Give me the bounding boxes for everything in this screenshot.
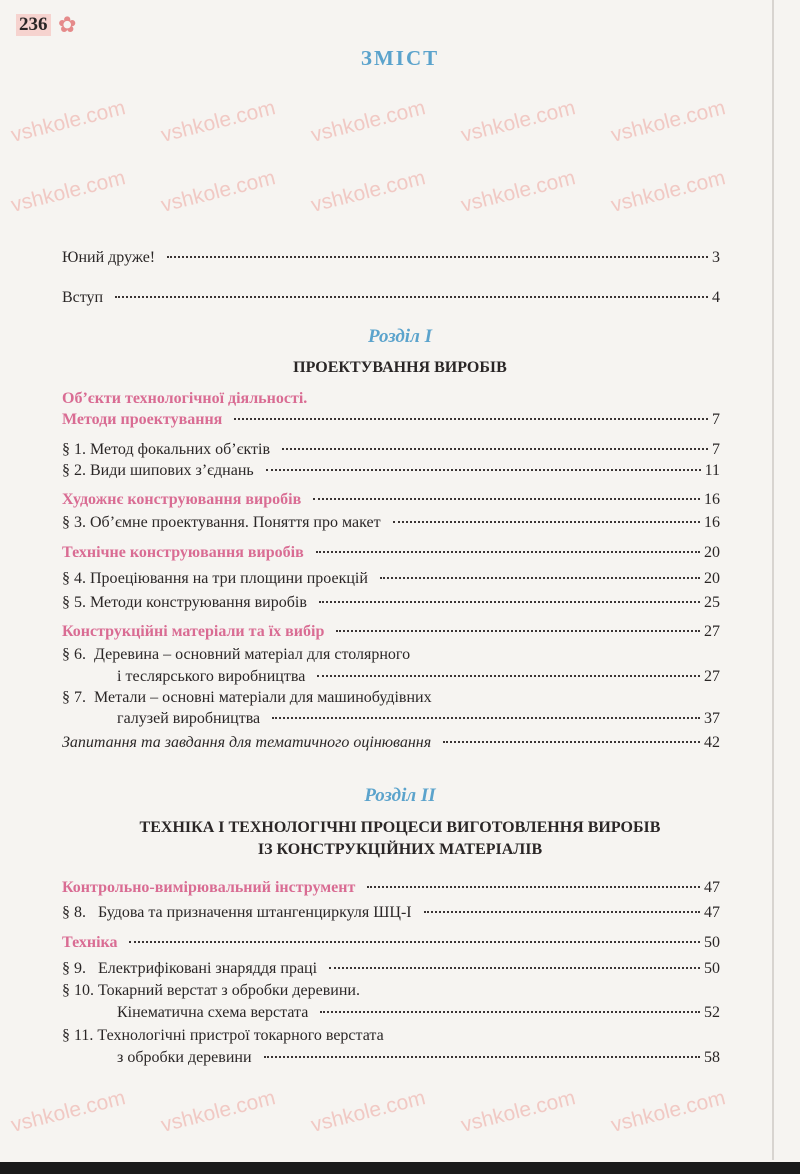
dot-leader [329,967,700,969]
toc-entry[interactable] [62,903,720,923]
dot-leader [317,675,700,677]
watermark-text: vshkole.com [8,1086,128,1137]
entry-page: 47 [704,904,720,921]
toc-entry-line1 [62,688,432,708]
entry-label: Метод фокальних об’єктів [90,441,271,458]
entry-page: 37 [704,710,720,727]
entry-label: Проеціювання на три площини проекцій [90,570,368,587]
entry-page: 16 [704,491,720,508]
dot-leader [320,1011,700,1013]
toc-topic[interactable] [62,410,720,430]
entry-label: Технологічні пристрої токарного верстата [97,1027,384,1044]
dot-leader [424,911,700,913]
toc-topic[interactable] [62,490,720,510]
entry-label: Художнє конструювання виробів [62,491,302,508]
entry-number: § 3. [62,514,90,531]
toc-entry[interactable] [62,959,720,979]
watermark-text: vshkole.com [308,96,428,147]
entry-number: § 9. [62,960,98,977]
page-title: ЗМІСТ [360,46,440,70]
toc-entry[interactable] [117,1003,720,1023]
watermark-text: vshkole.com [608,1086,728,1137]
entry-page: 42 [704,734,720,751]
entry-label: Токарний верстат з обробки деревини. [98,982,360,999]
entry-page: 16 [704,514,720,531]
toc-entry[interactable] [62,440,720,460]
entry-number: § 11. [62,1027,98,1044]
watermark-text: vshkole.com [458,1086,578,1137]
watermark-text: vshkole.com [608,166,728,217]
section-label: Розділ I [368,326,432,347]
entry-page: 25 [704,594,720,611]
toc-entry[interactable] [62,288,720,308]
watermark-text: vshkole.com [458,166,578,217]
dot-leader [266,469,701,471]
watermark-text: vshkole.com [8,166,128,217]
entry-page: 27 [704,668,720,685]
watermark-text: vshkole.com [158,96,278,147]
dot-leader [272,717,700,719]
entry-page: 50 [704,934,720,951]
toc-entry[interactable] [62,593,720,613]
entry-page: 58 [704,1049,720,1066]
entry-label: Юний друже! [62,249,156,266]
entry-label: Будова та призначення штангенциркуля ШЦ-І [98,904,412,921]
entry-number: § 6. [62,646,94,663]
entry-number: § 5. [62,594,90,611]
toc-entry-line1 [62,645,410,665]
section-heading: ІЗ КОНСТРУКЦІЙНИХ МАТЕРІАЛІВ [257,841,543,858]
flower-ornament-icon: ✿ [58,12,77,37]
toc-topic[interactable] [62,933,720,953]
dot-leader [115,296,708,298]
entry-label: Запитання та завдання для тематичного оцінювання [62,734,432,751]
toc-entry[interactable] [62,248,720,268]
entry-number: § 1. [62,441,90,458]
toc-entry-line1 [62,1026,384,1046]
toc-topic[interactable] [62,543,720,563]
entry-label: Методи проектування [62,411,223,428]
watermark-text: vshkole.com [158,1086,278,1137]
toc-entry[interactable] [117,1048,720,1068]
scan-border [0,1162,800,1174]
entry-page: 47 [704,879,720,896]
dot-leader [316,551,700,553]
watermark-text: vshkole.com [608,96,728,147]
entry-label: Методи конструювання виробів [90,594,307,611]
dot-leader [264,1056,700,1058]
dot-leader [129,941,700,943]
entry-page: 4 [712,289,720,306]
watermark-text: vshkole.com [308,1086,428,1137]
toc-entry[interactable] [62,733,720,753]
toc-entry[interactable] [62,513,720,533]
toc-entry[interactable] [117,709,720,729]
entry-label: Об’ємне проектування. Поняття про макет [90,514,381,531]
dot-leader [367,886,700,888]
section-heading: ПРОЕКТУВАННЯ ВИРОБІВ [293,359,507,376]
dot-leader [393,521,700,523]
entry-label: Електрифіковані знаряддя праці [98,960,318,977]
entry-page: 20 [704,544,720,561]
entry-label: Метали – основні матеріали для машинобудівних [94,689,432,706]
page-number: 236 [16,14,51,36]
entry-page: 50 [704,960,720,977]
entry-label: Конструкційні матеріали та їх вибір [62,623,325,640]
entry-page: 27 [704,623,720,640]
watermark-text: vshkole.com [308,166,428,217]
entry-number: § 7. [62,689,94,706]
dot-leader [313,498,700,500]
entry-label: Технічне конструювання виробів [62,544,304,561]
dot-leader [380,577,700,579]
section-heading: ТЕХНІКА І ТЕХНОЛОГІЧНІ ПРОЦЕСИ ВИГОТОВЛЕННЯ ВИРОБІВ [139,819,661,836]
entry-number: § 8. [62,904,98,921]
dot-leader [167,256,708,258]
entry-label: Вступ [62,289,104,306]
toc-entry-line1 [62,981,360,1001]
entry-page: 3 [712,249,720,266]
toc-entry[interactable] [117,667,720,687]
entry-label: Техніка [62,934,118,951]
watermark-text: vshkole.com [158,166,278,217]
entry-page: 7 [712,411,720,428]
dot-leader [319,601,700,603]
entry-label: Деревина – основний матеріал для столярного [94,646,411,663]
entry-number: § 2. [62,462,90,479]
entry-number: § 4. [62,570,90,587]
entry-label: галузей виробництва [117,710,261,727]
page-edge [772,0,774,1160]
entry-label: і теслярського виробництва [117,668,306,685]
dot-leader [336,630,700,632]
toc-topic[interactable] [62,878,720,898]
entry-label: Контрольно-вимірювальний інструмент [62,879,356,896]
entry-label: Кінематична схема верстата [117,1004,309,1021]
dot-leader [443,741,700,743]
watermark-text: vshkole.com [8,96,128,147]
toc-entry[interactable] [62,461,720,481]
entry-number: § 10. [62,982,98,999]
entry-label: з обробки деревини [117,1049,252,1066]
watermark-text: vshkole.com [458,96,578,147]
entry-page: 7 [712,441,720,458]
toc-entry[interactable] [62,569,720,589]
entry-label: Види шипових з’єднань [90,462,254,479]
toc-topic[interactable] [62,622,720,642]
dot-leader [234,418,708,420]
entry-page: 20 [704,570,720,587]
dot-leader [282,448,708,450]
section-label: Розділ II [364,785,436,806]
entry-page: 11 [704,462,720,479]
topic-title: Об’єкти технологічної діяльності. [62,390,308,407]
entry-page: 52 [704,1004,720,1021]
